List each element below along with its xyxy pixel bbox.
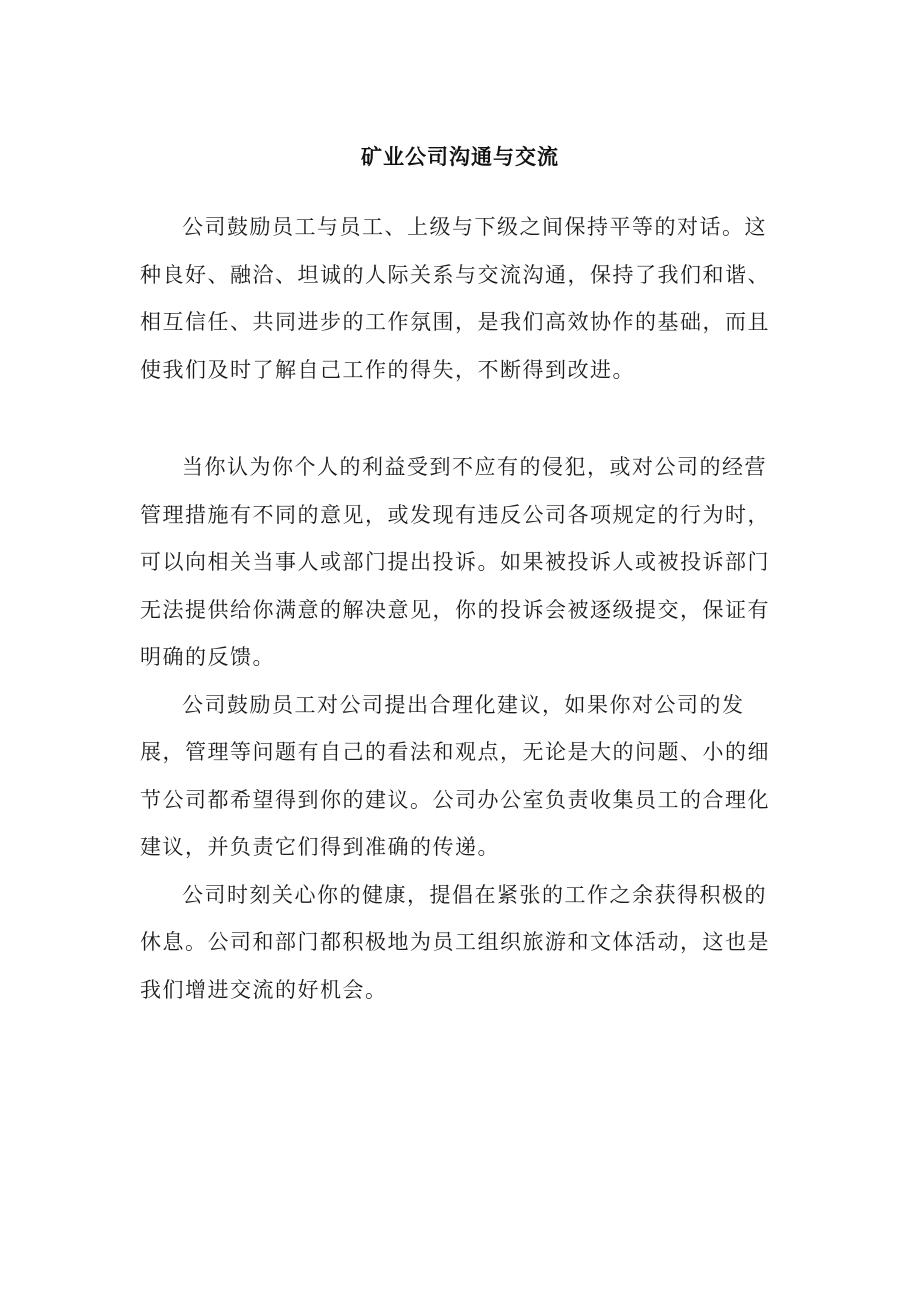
paragraph-suggestions: 公司鼓励员工对公司提出合理化建议，如果你对公司的发展，管理等问题有自己的看法和观点，无论是大的问题、小的细节公司都希望得到你的建议。公司办公室负责收集员工的合理化建议，并负责它们得到准确的传递。 bbox=[140, 692, 770, 859]
paragraph-complaints: 当你认为你个人的利益受到不应有的侵犯，或对公司的经营管理措施有不同的意见，或发现有违反公司各项规定的行为时，可以向相关当事人或部门提出投诉。如果被投诉人或被投诉部门无法提供给你满意的解决意见，你的投诉会被逐级提交，保证有明确的反馈。 bbox=[140, 455, 770, 669]
document-title: 矿业公司沟通与交流 bbox=[361, 145, 559, 169]
document-body bbox=[140, 204, 780, 1014]
paragraph-equal-dialogue: 公司鼓励员工与员工、上级与下级之间保持平等的对话。这种良好、融洽、坦诚的人际关系与交流沟通，保持了我们和谐、相互信任、共同进步的工作氛围，是我们高效协作的基础，而且使我们及时了解自己工作的得失，不断得到改进。 bbox=[140, 215, 770, 382]
paragraph-health: 公司时刻关心你的健康，提倡在紧张的工作之余获得积极的休息。公司和部门都积极地为员工组织旅游和文体活动，这也是我们增进交流的好机会。 bbox=[140, 882, 770, 1002]
